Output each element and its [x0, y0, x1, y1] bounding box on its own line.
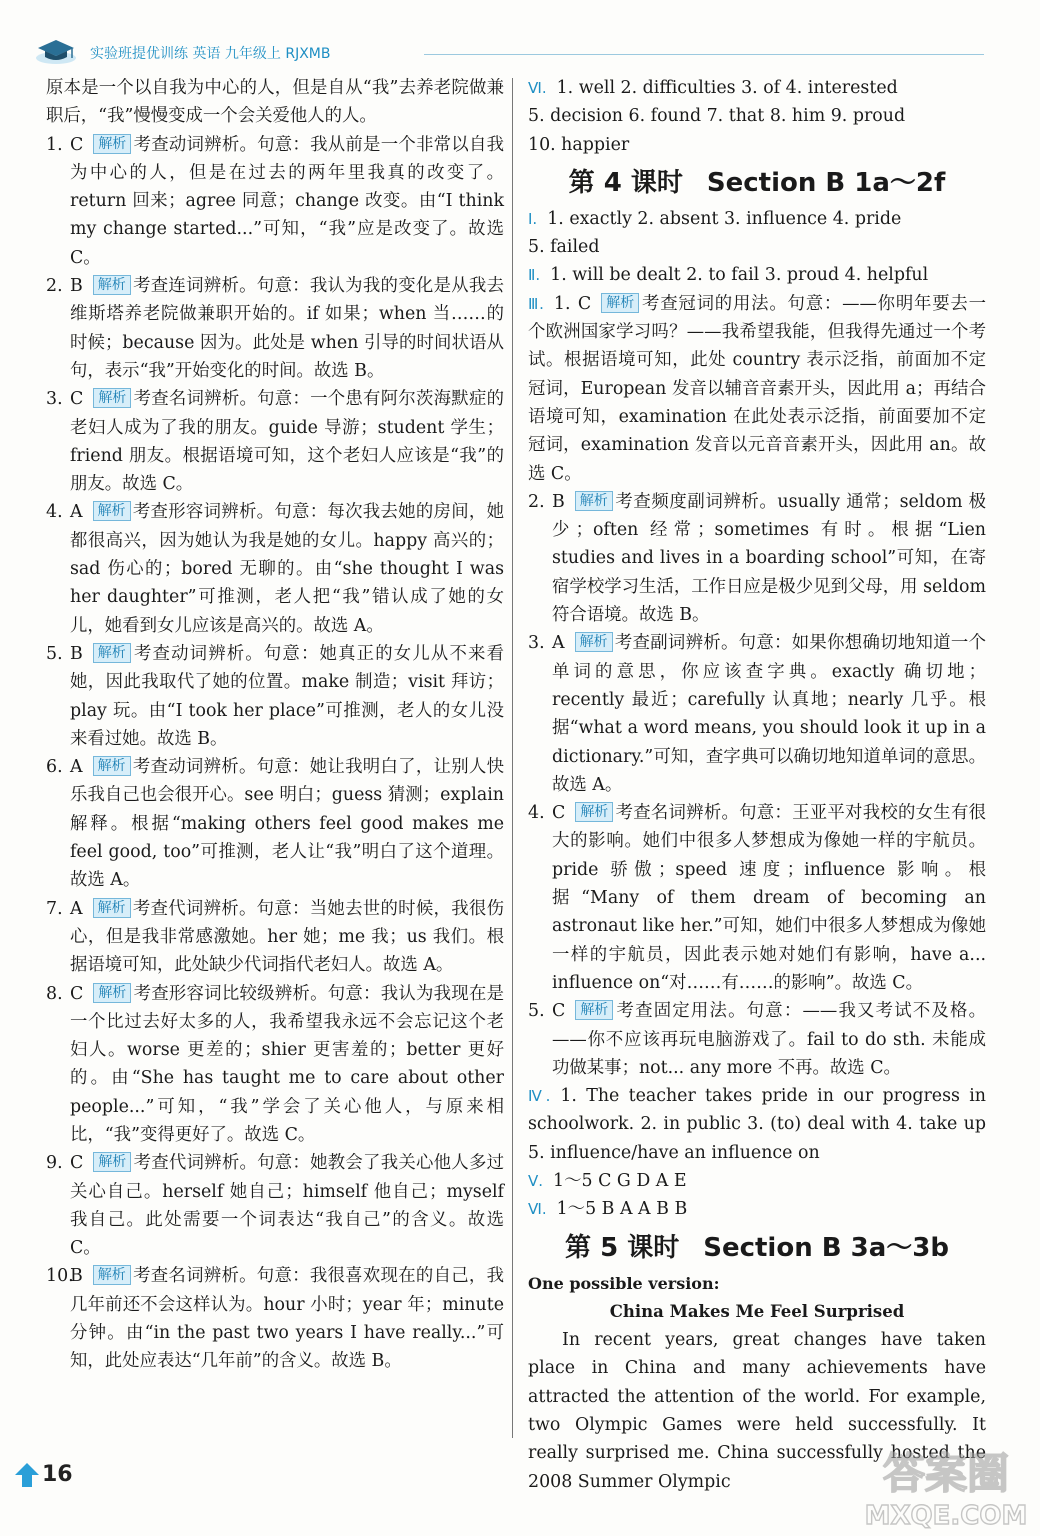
answer-line: 10. happier	[528, 134, 630, 155]
item-explanation: 考查动词辨析。句意：我从前是一个非常以自我为中心的人，但是在过去的两年里我真的改变了。return 回来；agree 同意；change 改变。由“I think my change started...”可知，“我”应是改变了。故选 C。	[70, 134, 504, 268]
item-answer: B	[70, 1266, 83, 1287]
analysis-tag: 解析	[93, 643, 131, 663]
analysis-tag: 解析	[93, 1265, 131, 1285]
item-answer: B	[552, 491, 565, 512]
item-explanation: 考查代词辨析。句意：她教会了我关心他人多过关心自己。herself 她自己；himself 他自己；myself 我自己。此处需要一个词表达“我自己”的含义。故选 C。	[70, 1153, 504, 1259]
analysis-tag: 解析	[601, 293, 639, 313]
header-title: 实验班提优训练 英语 九年级上 RJXMB	[90, 46, 331, 62]
item-explanation: 考查冠词的用法。句意：——你明年要去一个欧洲国家学习吗？——我希望我能，但我得先通过一个考试。根据语境可知，此处 country 表示泛指，前面加不定冠词，European 发音以辅音音素开头，因此用 a；再结合语境可知，examination 在此处表示泛指，前面要加不定冠词，examination 发音以元音音素开头，因此用 an。故选 C。	[528, 293, 986, 484]
item-answer: C	[70, 1153, 84, 1174]
section-roman: Ⅵ.	[528, 79, 547, 97]
item-number: 9.	[46, 1153, 63, 1174]
answer-item	[46, 753, 504, 894]
essay-title: China Makes Me Feel Surprised	[609, 1301, 905, 1321]
item-number: 2.	[46, 276, 63, 297]
watermark-text: 答案圈	[882, 1449, 1010, 1498]
section-ii-answers	[528, 261, 986, 289]
item-number: 2.	[528, 491, 545, 512]
section-vi-answers	[528, 74, 986, 102]
answer-item	[528, 799, 986, 997]
item-explanation: 考查固定用法。句意：——我又考试不及格。——你不应该再玩电脑游戏了。fail to do sth. 未能成功做某事；not... any more 不再。故选 C。	[552, 1001, 986, 1078]
answer-item	[528, 997, 986, 1082]
page-number	[10, 1460, 90, 1490]
section-roman: Ⅰ.	[528, 209, 538, 228]
page-number-text: 16	[42, 1462, 73, 1487]
graduation-cap-icon	[34, 36, 78, 66]
item-number: 10.	[46, 1266, 74, 1287]
item-answer: A	[70, 502, 83, 523]
item-explanation: 考查形容词辨析。句意：每次我去她的房间，她都很高兴，因为她认为我是她的女儿。happy 高兴的；sad 伤心的；bored 无聊的。由“she thought I was her daughter”可推测，老人把“我”错认成了她的女儿，她看到女儿应该是高兴的。故选 A。	[70, 502, 504, 636]
header-rule	[424, 54, 984, 55]
answer-line: 1～5 C G D A E	[553, 1170, 687, 1191]
essay-body: In recent years, great changes have taken place in China and many achievements have attracted the attention of the world. For example, two Olympic Games were held successfully. It really surprised me. China successfully hosted the 2008 Summer Olympic	[528, 1330, 986, 1492]
item-answer: B	[70, 643, 83, 664]
answer-item	[46, 1149, 504, 1262]
lesson-4-heading	[528, 165, 986, 201]
item-number: 8.	[46, 983, 63, 1004]
answer-item	[46, 980, 504, 1150]
analysis-tag: 解析	[575, 632, 613, 652]
answer-item	[46, 895, 504, 980]
answer-line: 1～5 B A A B B	[556, 1199, 688, 1220]
page-header	[34, 36, 1004, 70]
answer-item	[46, 1262, 504, 1375]
analysis-tag: 解析	[575, 802, 613, 822]
section-v-answers	[528, 1167, 986, 1195]
answer-line: 1. The teacher takes pride in our progress in schoolwork. 2. in public 3. (to) deal with 4. take up 5. influence/have an influence on	[528, 1086, 986, 1163]
answer-item	[46, 131, 504, 272]
answer-line: 1. exactly 2. absent 3. influence 4. pride	[547, 208, 902, 229]
column-divider	[512, 78, 513, 1438]
item-number: 7.	[46, 898, 63, 919]
analysis-tag: 解析	[93, 983, 131, 1003]
answer-line: 5. decision 6. found 7. that 8. him 9. proud	[528, 106, 906, 127]
item-answer: A	[70, 757, 83, 778]
item-number: 5.	[46, 643, 63, 664]
item-explanation: 考查形容词比较级辨析。句意：我认为我现在是一个比过去好太多的人，我希望我永远不会忘记这个老妇人。worse 更差的；shier 更害羞的；better 更好的。由“She has taught me to care about other people...”可知，“我”学会了关心他人，与原来相比，“我”变得更好了。故选 C。	[70, 983, 504, 1145]
item-number: 6.	[46, 757, 63, 778]
item-explanation: 考查连词辨析。句意：我认为我的变化是从我去维斯塔养老院做兼职开始的。if 如果；when 当……的时候；because 因为。此处是 when 引导的时间状语从句，表示“我”开始变化的时间。故选 B。	[70, 276, 504, 381]
answer-line: 1. will be dealt 2. to fail 3. proud 4. helpful	[550, 265, 929, 286]
answer-item	[46, 385, 504, 498]
answer-item	[46, 498, 504, 639]
item-explanation: 考查频度副词辨析。usually 通常；seldom 极少；often 经常；sometimes 有时。根据“Lien studies and lives in a boarding school”可知，在寄宿学校学习生活，工作日应是极少见到父母，用 seldom 符合语境。故选 B。	[552, 491, 986, 626]
item-number: 5.	[528, 1001, 545, 1022]
section-roman: Ⅲ.	[528, 294, 544, 313]
item-answer: C	[552, 803, 566, 824]
answer-item	[46, 640, 504, 753]
answer-line: 5. failed	[528, 237, 600, 258]
analysis-tag: 解析	[93, 898, 131, 918]
item-number: 1.	[46, 134, 63, 155]
item-explanation: 考查副词辨析。句意：如果你想确切地知道一个单词的意思，你应该查字典。exactly 确切地；recently 最近；carefully 认真地；nearly 几乎。根据“what a word means, you should look it up in a dictionary.”可知，查字典可以确切地知道单词的意思。故选 A。	[552, 633, 986, 795]
lesson-title: Section B 3a～3b	[703, 1232, 949, 1263]
section-iv-answers	[528, 1082, 986, 1167]
item-answer: A	[552, 633, 565, 654]
section-vi-answers-2	[528, 1195, 986, 1223]
section-roman: Ⅵ.	[528, 1200, 547, 1219]
item-answer: A	[70, 898, 83, 919]
item-answer: C	[577, 293, 592, 314]
analysis-tag: 解析	[93, 501, 131, 521]
answer-line: 1. well 2. difficulties 3. of 4. interested	[556, 78, 898, 98]
item-number: 3.	[528, 633, 545, 654]
item-explanation: 考查代词辨析。句意：当她去世的时候，我很伤心，但是我非常感激她。her 她；me 我；us 我们。根据语境可知，此处缺少代词指代老妇人。故选 A。	[70, 898, 504, 976]
item-answer: B	[70, 276, 83, 297]
analysis-tag: 解析	[575, 1000, 613, 1020]
analysis-tag: 解析	[93, 134, 131, 154]
item-number: 1.	[553, 293, 571, 314]
intro-text: 原本是一个以自我为中心的人，但是自从“我”去养老院做兼职后，“我”慢慢变成一个会关爱他人的人。	[46, 78, 504, 127]
answer-item	[46, 272, 504, 385]
item-answer: C	[70, 389, 84, 410]
item-explanation: 考查名词辨析。句意：王亚平对我校的女生有很大的影响。她们中很多人梦想成为像她一样的宇航员。pride 骄傲；speed 速度；influence 影响。根据“Many of them dream of becoming an astronaut like her.”可知，她们中很多人梦想成为像她一样的宇航员，因此表示她对她们有影响，have a... influence on“对……有……的影响”。故选 C。	[552, 803, 986, 993]
section-roman: Ⅱ.	[528, 266, 541, 285]
item-explanation: 考查名词辨析。句意：一个患有阿尔茨海默症的老妇人成为了我的朋友。guide 导游；student 学生；friend 朋友。根据语境可知，这个老妇人应该是“我”的朋友。故选 C。	[70, 389, 504, 495]
watermark-url: MXQE.COM	[864, 1501, 1028, 1531]
watermark-logo	[858, 1440, 1034, 1532]
analysis-tag: 解析	[93, 275, 131, 295]
left-answer-list	[46, 131, 504, 1376]
item-explanation: 考查名词辨析。句意：我很喜欢现在的自己，我几年前还不会这样认为。hour 小时；year 年；minute 分钟。由“in the past two years I have really...”可知，此处应表达“几年前”的含义。故选 B。	[70, 1266, 504, 1372]
item-explanation: 考查动词辨析。句意：她让我明白了，让别人快乐我自己也会很开心。see 明白；guess 猜测；explain 解释。根据“making others feel good makes me feel good, too”可推测，老人让“我”明白了这个道理。故选 A。	[70, 757, 504, 891]
analysis-tag: 解析	[93, 756, 131, 776]
essay-label: One possible version:	[528, 1273, 720, 1293]
item-explanation: 考查动词辨析。句意：她真正的女儿从不来看她，因此我取代了她的位置。make 制造；visit 拜访；play 玩。由“I took her place”可推测，老人的女儿没来看过她。故选 B。	[70, 643, 504, 749]
item-number: 4.	[528, 803, 545, 824]
item-number: 4.	[46, 502, 63, 523]
left-column	[46, 74, 504, 1376]
item-answer: C	[552, 1001, 566, 1022]
item-answer: C	[70, 983, 84, 1004]
answer-item	[528, 488, 986, 629]
item-number: 3.	[46, 389, 63, 410]
analysis-tag: 解析	[93, 1152, 131, 1172]
up-arrow-icon	[14, 1462, 40, 1488]
lesson-5-heading	[528, 1230, 986, 1266]
lesson-prefix: 第 4 课时	[568, 167, 683, 198]
item-answer: C	[70, 134, 84, 155]
section-iii-answer-list	[528, 290, 986, 1082]
answer-item	[528, 629, 986, 799]
analysis-tag: 解析	[575, 491, 613, 511]
analysis-tag: 解析	[93, 388, 131, 408]
section-i-answers	[528, 205, 986, 233]
section-roman: Ⅴ.	[528, 1171, 544, 1190]
section-roman: Ⅳ.	[528, 1087, 551, 1106]
right-column	[528, 74, 986, 1496]
answer-item	[528, 290, 986, 488]
lesson-title: Section B 1a～2f	[706, 167, 946, 198]
lesson-prefix: 第 5 课时	[565, 1232, 680, 1263]
